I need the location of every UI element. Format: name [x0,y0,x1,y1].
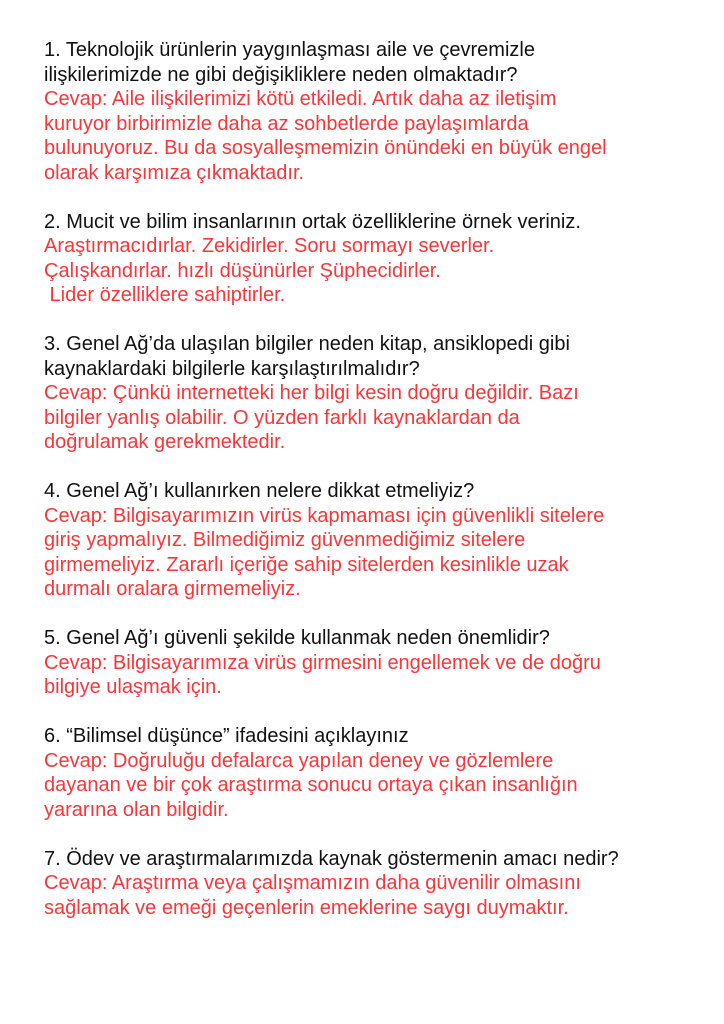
answer-line: Cevap: Doğruluğu defalarca yapılan deney ve gözlemlere [44,749,554,772]
answer-line: yararına olan bilgidir. [44,798,229,821]
question-line: 3. Genel Ağ’da ulaşılan bilgiler neden kitap, ansiklopedi gibi [44,333,570,355]
question-line: 6. “Bilimsel düşünce” ifadesini açıklayınız [44,725,409,747]
qa-block-7 [44,847,704,921]
answer-line: durmalı oralara girmemeliyiz. [44,578,301,600]
answer-line: Cevap: Araştırma veya çalışmamızın daha güvenilir olmasını [44,872,581,894]
qa-block-4 [44,479,704,602]
qa-block-5 [44,626,704,700]
answer-line: girmemeliyiz. Zararlı içeriğe sahip sitelerden kesinlikle uzak [44,553,569,576]
answer-line: Lider özelliklere sahiptirler. [44,284,286,306]
qa-block-1 [44,38,704,185]
answer-line: Cevap: Bilgisayarımızın virüs kapmaması için güvenlikli sitelere [44,504,605,527]
question-line: 5. Genel Ağ’ı güvenli şekilde kullanmak neden önemlidir? [44,627,550,649]
answer-line: Araştırmacıdırlar. Zekidirler. Soru sormayı severler. [44,235,495,257]
answer-line: kuruyor birbirimizle daha az sohbetlerde paylaşımlarda [44,112,529,135]
answer-line: Cevap: Çünkü internetteki her bilgi kesin doğru değildir. Bazı [44,382,579,404]
qa-block-3 [44,332,704,455]
question-line: 1. Teknolojik ürünlerin yaygınlaşması aile ve çevremizle [44,39,535,61]
answer-line: olarak karşımıza çıkmaktadır. [44,161,305,184]
answer-line: bilgiye ulaşmak için. [44,676,222,698]
question-line: ilişkilerimizde ne gibi değişikliklere neden olmaktadır? [44,63,518,86]
question-line: 4. Genel Ağ’ı kullanırken nelere dikkat etmeliyiz? [44,480,475,502]
answer-line: Çalışkandırlar. hızlı düşünürler Şüphecidirler. [44,259,441,282]
question-line: 7. Ödev ve araştırmalarımızda kaynak göstermenin amacı nedir? [44,847,619,870]
answer-line: bulunuyoruz. Bu da sosyalleşmemizin önündeki en büyük engel [44,137,607,159]
answer-line: Cevap: Bilgisayarımıza virüs girmesini engellemek ve de doğru [44,651,601,674]
qa-block-6 [44,724,704,822]
qa-block-2 [44,210,704,308]
answer-line: sağlamak ve emeği geçenlerin emeklerine saygı duymaktır. [44,896,569,919]
answer-line: dayanan ve bir çok araştırma sonucu ortaya çıkan insanlığın [44,774,578,796]
question-answer-document [44,38,704,945]
answer-line: Cevap: Aile ilişkilerimizi kötü etkiledi. Artık daha az iletişim [44,88,557,110]
answer-line: bilgiler yanlış olabilir. O yüzden farklı kaynaklardan da [44,406,520,429]
question-line: 2. Mucit ve bilim insanlarının ortak özelliklerine örnek veriniz. [44,210,581,233]
answer-line: doğrulamak gerekmektedir. [44,431,286,453]
answer-line: giriş yapmalıyız. Bilmediğimiz güvenmediğimiz sitelere [44,529,526,551]
question-line: kaynaklardaki bilgilerle karşılaştırılmalıdır? [44,357,420,380]
